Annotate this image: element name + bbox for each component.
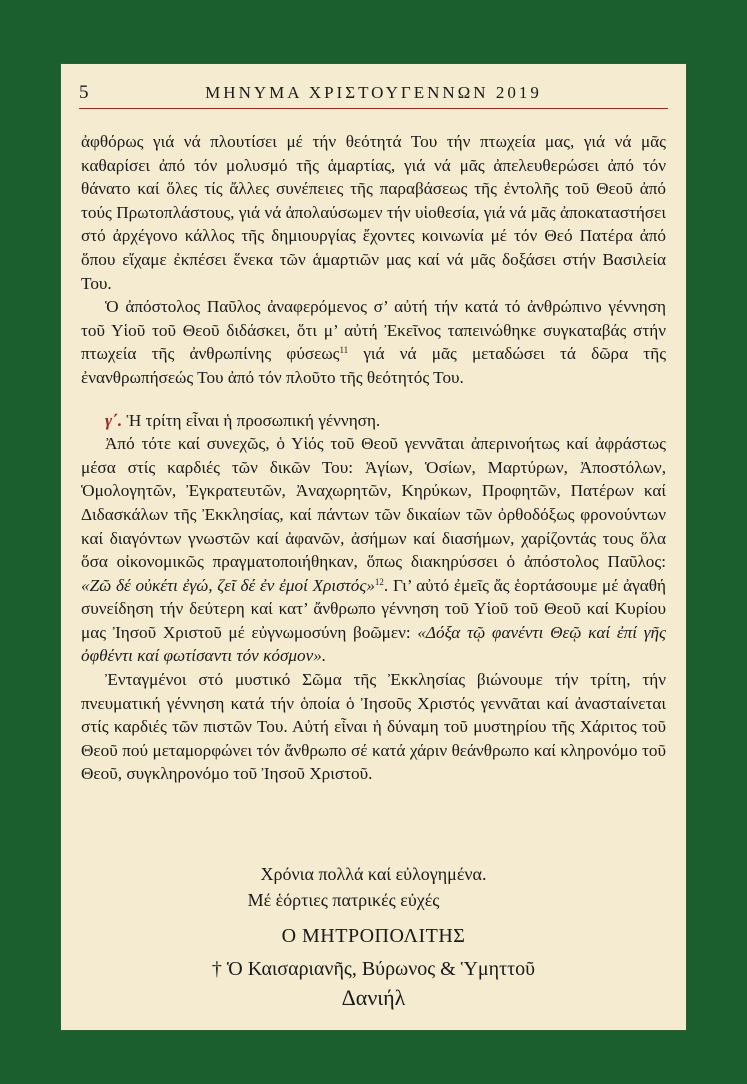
header-rule (79, 108, 668, 109)
paragraph-3 (81, 409, 666, 433)
footnote-ref-11: 11 (339, 345, 349, 356)
hymn-quote: «Δόξα τῷ φανέντι Θεῷ καί ἐπί γῆς ὀφθέντι καί φωτίσαντι τόν κόσμον». (81, 622, 666, 666)
signatory-title: Ο ΜΗΤΡΟΠΟΛΙΤΗΣ (281, 925, 466, 947)
paragraph-4 (81, 432, 666, 668)
section-marker: γ΄. (105, 410, 123, 430)
paragraph-4-text-b: . Γι’ αὐτό ἐμεῖς ἄς ἑορτάσουμε μέ ἀγαθή συνείδηση τήν δεύτερη καί κατ’ ἄνθρωπο γέννηση τοῦ Υἱοῦ τοῦ Θεοῦ καί Κυρίου μας Ἰησοῦ Χριστοῦ μέ εὐγνωμοσύνη βοῶμεν: (81, 575, 666, 642)
page-number: 5 (79, 82, 89, 103)
paragraph-3-text: Ἡ τρίτη εἶναι ἡ προσωπική γέννηση. (122, 410, 381, 430)
signatory-name: Δανιήλ (341, 985, 406, 1010)
paragraph-2 (81, 295, 666, 389)
letter-page (61, 64, 686, 1030)
paragraph-4-text-a: Ἀπό τότε καί συνεχῶς, ὁ Υἱός τοῦ Θεοῦ γεννᾶται ἀπερινοήτως καί ἀφράστως μέσα στίς καρδιές τῶν δικῶν Του: Ἁγίων, Ὁσίων, Μαρτύρων, Ἀποστόλων, Ὁμολογητῶν, Ἐγκρατευτῶν, Ἀναχωρητῶν, Κηρύκων, Προφητῶν, Πατέρων καί Διδασκάλων τῆς Ἐκκλησίας, καί πάντων τῶν δικαίων τῶν ὀρθοδόξως φρονούντων καί διαγόντων γνωστῶν καί ἀφανῶν, ἀσήμων καί διασήμων, χαρίζοντάς τους ὅλα ὅσα οἰκονομικῶς πραγματοποιήθηκαν, ὅπως διακηρύσσει ὁ ἀπόστολος Παῦλος: (81, 434, 666, 572)
running-title: ΜΗΝΥΜΑ ΧΡΙΣΤΟΥΓΕΝΝΩΝ 2019 (205, 83, 542, 102)
page-header (79, 82, 668, 108)
scripture-quote-1: «Ζῶ δέ οὐκέτι ἐγώ, ζεῖ δέ ἐν ἐμοί Χριστός» (81, 575, 375, 595)
letter-body (81, 130, 666, 786)
signatory-see: † Ὁ Καισαριανῆς, Βύρωνος & Ὑμηττοῦ (211, 958, 536, 980)
closing-wish: Χρόνια πολλά καί εὐλογημένα. (260, 864, 487, 884)
paragraph-1: ἀφθόρως γιά νά πλουτίσει μέ τήν θεότητά Του τήν πτωχεία μας, γιά νά μᾶς καθαρίσει ἀπό τόν μολυσμό τῆς ἁμαρτίας, γιά νά μᾶς ἀπελευθερώσει ἀπό τόν θάνατο καί ὅλες τίς ἄλλες συνέπειες τῆς παραβάσεως τῆς ἐντολῆς τοῦ Θεοῦ ἀπό τούς Πρωτοπλάστους, γιά νά ἀπολαύσωμεν τήν υἱοθεσία, γιά νά μᾶς ἀποκαταστήσει στό ἀρχέγονο κάλλος τῆς δημιουργίας ἔχοντες κοινωνία μέ τόν Θεό Πατέρα ἀπό ὅπου εἴχαμε ἐκπέσει ἕνεκα τῶν ἁμαρτιῶν μας καί νά μᾶς δοξάσει στήν Βασιλεία Του. (81, 132, 666, 293)
paragraph-2-text-b: γιά νά μᾶς μεταδώσει τά δῶρα τῆς ἐνανθρωπήσεώς Του ἀπό τόν πλοῦτο τῆς θεότητός Του. (81, 344, 667, 387)
closing-greeting: Μέ ἑόρτιες πατρικές εὐχές (247, 890, 440, 910)
paragraph-5: Ἐνταγμένοι στό μυστικό Σῶμα τῆς Ἐκκλησίας βιώνουμε τήν τρίτη, τήν πνευματική γέννηση κατά τήν ὁποία ὁ Ἰησοῦς Χριστός γεννᾶται καί ἀνασταίνεται στίς καρδιές τῶν πιστῶν Του. Αὐτή εἶναι ἡ δύναμη τοῦ μυστηρίου τῆς Χάριτος τοῦ Θεοῦ πού μεταμορφώνει τόν ἄνθρωπο σέ κατά χάριν θεάνθρωπο καί κληρονόμο τοῦ Θεοῦ, συγκληρονόμο τοῦ Ἰησοῦ Χριστοῦ. (81, 670, 666, 784)
closing-block (61, 861, 686, 1011)
paragraph-2-text-a: Ὁ ἀπόστολος Παῦλος ἀναφερόμενος σ’ αὐτή τήν κατά τό ἀνθρώπινο γέννηση τοῦ Υἱοῦ τοῦ Θεοῦ διδάσκει, ὅτι μ’ αὐτή Ἐκεῖνος ταπεινώθηκε συγκαταβάς στήν πτωχεία τῆς ἀνθρωπίνης φύσεως (81, 297, 666, 364)
footnote-ref-12: 12 (374, 576, 384, 587)
